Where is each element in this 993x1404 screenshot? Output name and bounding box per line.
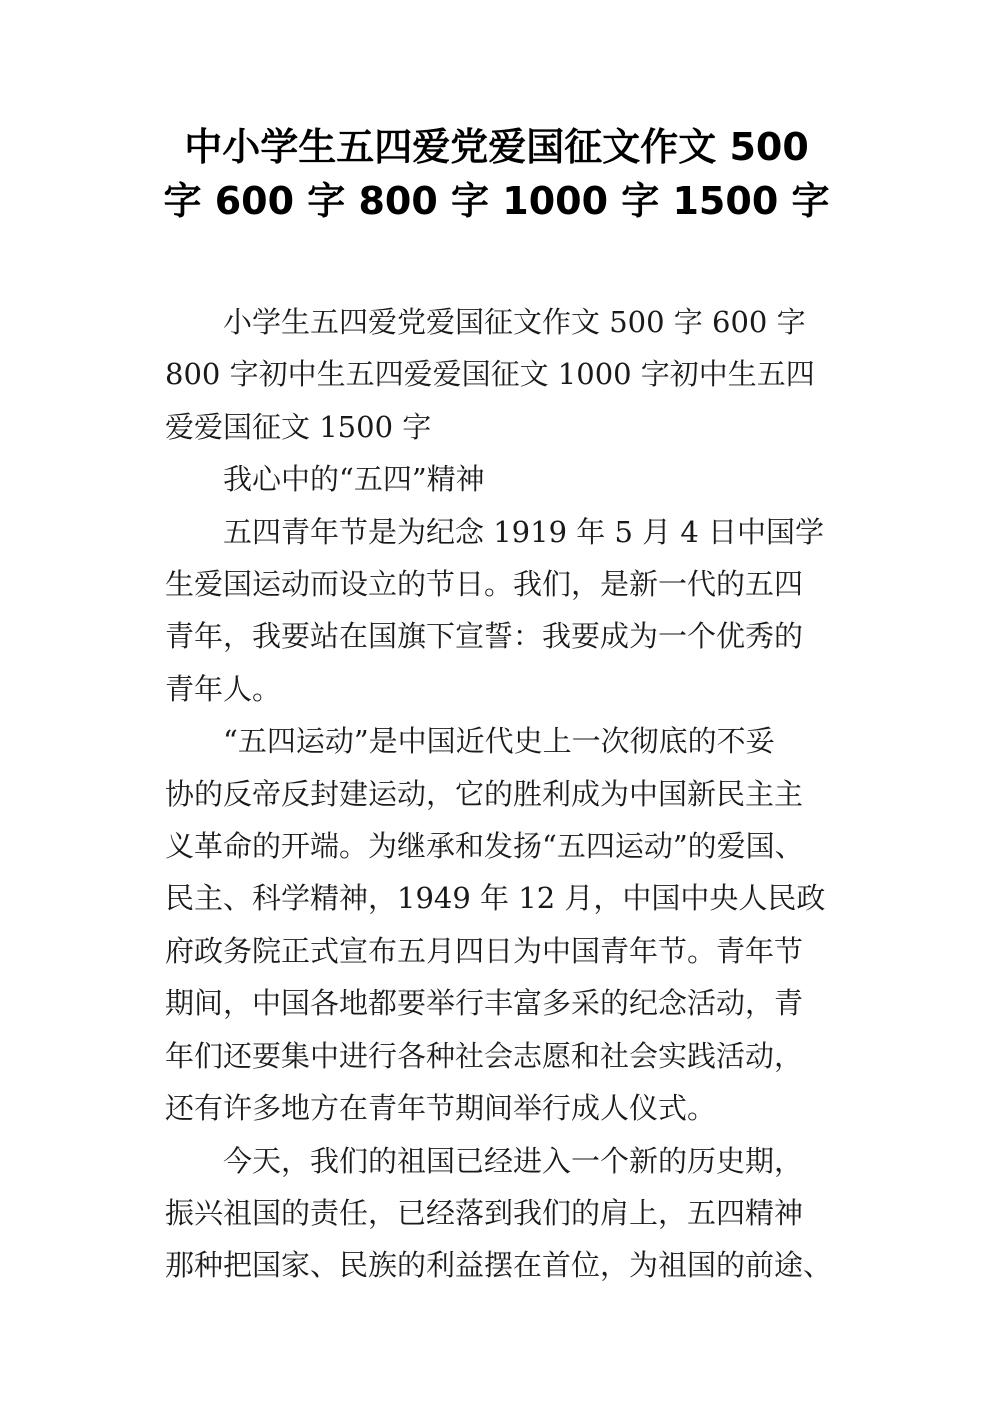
text-line: 爱爱国征文 1500 字 bbox=[165, 409, 432, 444]
text-line: 民主、科学精神，1949 年 12 月，中国中央人民政 bbox=[165, 881, 826, 916]
text-line: “五四运动”是中国近代史上一次彻底的不妥 bbox=[165, 724, 775, 759]
text-line: 义革命的开端。为继承和发扬“五四运动”的爱国、 bbox=[165, 829, 804, 864]
text-line: 五四青年节是为纪念 1919 年 5 月 4 日中国学 bbox=[165, 514, 825, 549]
text-line: 800 字初中生五四爱爱国征文 1000 字初中生五四 bbox=[165, 357, 815, 392]
text-line: 年们还要集中进行各种社会志愿和社会实践活动， bbox=[165, 1038, 804, 1073]
paragraph-intro bbox=[165, 296, 845, 453]
paragraph-youth-day bbox=[165, 506, 845, 716]
text-line: 协的反帝反封建运动，它的胜利成为中国新民主主 bbox=[165, 776, 804, 811]
text-line: 那种把国家、民族的利益摆在首位，为祖国的前途、 bbox=[165, 1248, 833, 1283]
text-line: 今天，我们的祖国已经进入一个新的历史期， bbox=[165, 1143, 804, 1178]
text-line: 我心中的“五四”精神 bbox=[165, 462, 485, 497]
document-title bbox=[140, 120, 853, 228]
text-line: 期间，中国各地都要举行丰富多采的纪念活动，青 bbox=[165, 986, 804, 1021]
text-line: 还有许多地方在青年节期间举行成人仪式。 bbox=[165, 1091, 717, 1126]
title-line: 字 600 字 800 字 1000 字 1500 字 bbox=[163, 179, 830, 223]
document-body bbox=[165, 296, 845, 1292]
paragraph-today bbox=[165, 1135, 845, 1292]
text-line: 青年，我要站在国旗下宣誓：我要成为一个优秀的 bbox=[165, 619, 804, 654]
paragraph-may-fourth-movement bbox=[165, 715, 845, 1134]
title-line: 中小学生五四爱党爱国征文作文 500 bbox=[184, 125, 809, 169]
text-line: 府政务院正式宣布五月四日为中国青年节。青年节 bbox=[165, 933, 804, 968]
text-line: 青年人。 bbox=[165, 671, 282, 706]
text-line: 生爱国运动而设立的节日。我们，是新一代的五四 bbox=[165, 567, 804, 602]
text-line: 小学生五四爱党爱国征文作文 500 字 600 字 bbox=[165, 305, 806, 339]
text-line: 振兴祖国的责任，已经落到我们的肩上，五四精神 bbox=[165, 1195, 804, 1230]
paragraph-heading bbox=[165, 453, 845, 505]
